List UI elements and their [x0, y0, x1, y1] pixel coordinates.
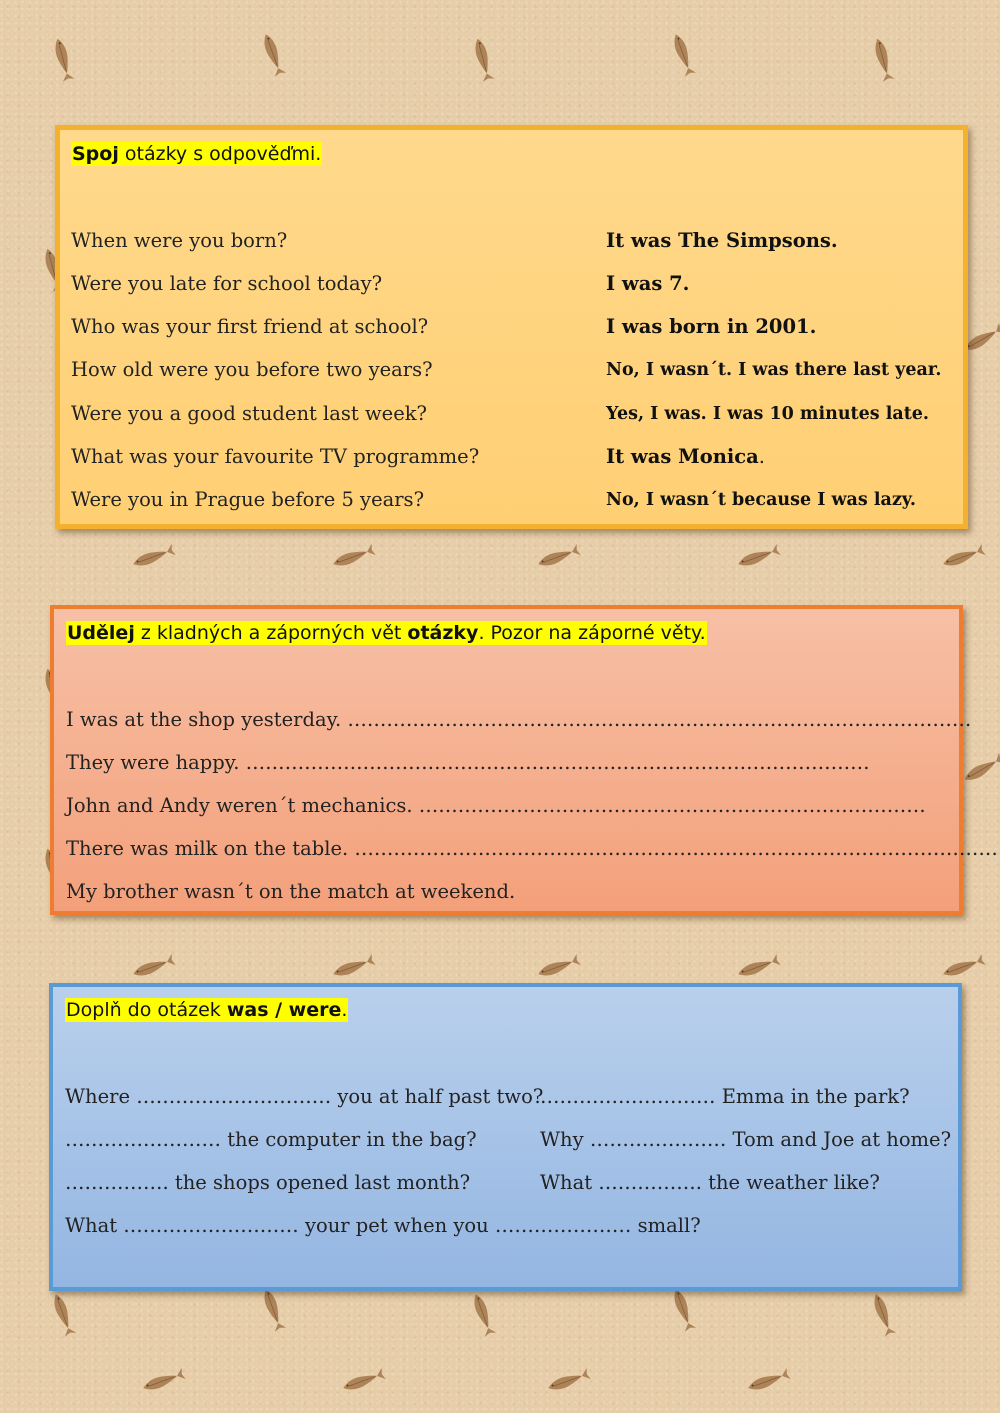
- fossil-fish-icon: [543, 1365, 592, 1398]
- fossil-fish-icon: [257, 29, 290, 78]
- question-5: Were you a good student last week?: [71, 402, 427, 425]
- fossil-fish-icon: [138, 1365, 187, 1398]
- match-instruction: Spoj otázky s odpověďmi.: [72, 143, 322, 165]
- fossil-fish-icon: [938, 541, 987, 574]
- fossil-fish-icon: [938, 951, 987, 984]
- fossil-fish-icon: [667, 1284, 700, 1333]
- fill-was-were-box: [49, 983, 962, 1291]
- fill-item-left-3: ……………. the shops opened last month?: [65, 1171, 471, 1194]
- fossil-fish-icon: [467, 1289, 500, 1338]
- fossil-fish-icon: [128, 541, 177, 574]
- make-questions-box: [50, 605, 998, 915]
- fossil-fish-icon: [257, 1284, 290, 1333]
- fill-item-left-4: What ……………………… your pet when you ………………… small?: [65, 1214, 701, 1237]
- match-exercise-box: [55, 125, 968, 529]
- fossil-fish-icon: [667, 29, 700, 78]
- fill-item-left-2: …………………… the computer in the bag?: [65, 1128, 477, 1151]
- answer-4: No, I wasn´t. I was there last year.: [606, 360, 942, 380]
- fill-item-right-1: ……………………… Emma in the park?: [540, 1085, 910, 1108]
- answer-1: It was The Simpsons.: [606, 229, 838, 252]
- question-2: Were you late for school today?: [71, 272, 383, 295]
- sentence-5: My brother wasn´t on the match at weekend.: [66, 880, 516, 903]
- fossil-fish-icon: [959, 750, 1000, 789]
- fossil-fish-icon: [867, 1289, 900, 1338]
- question-3: Who was your first friend at school?: [71, 315, 429, 338]
- fossil-fish-icon: [533, 951, 582, 984]
- fill-item-right-3: What ……………. the weather like?: [540, 1171, 880, 1194]
- sentence-4: There was milk on the table. ………………………………………………………………………………………: [66, 837, 998, 860]
- sentence-1: I was at the shop yesterday. ……………………………………………………………………………………: [66, 708, 972, 731]
- answer-6: It was Monica.: [606, 445, 765, 468]
- question-7: Were you in Prague before 5 years?: [71, 488, 425, 511]
- fossil-fish-icon: [468, 34, 497, 83]
- question-4: How old were you before two years?: [71, 358, 433, 381]
- fossil-fish-icon: [128, 951, 177, 984]
- fossil-fish-icon: [328, 951, 377, 984]
- fossil-fish-icon: [47, 1289, 80, 1338]
- make-questions-instruction: Udělej z kladných a záporných vět otázky. Pozor na záporné věty.: [67, 622, 706, 644]
- fossil-fish-icon: [743, 1365, 792, 1398]
- answer-3: I was born in 2001.: [606, 315, 817, 338]
- fossil-fish-icon: [338, 1365, 387, 1398]
- question-1: When were you born?: [71, 229, 288, 252]
- fill-instruction: Doplň do otázek was / were.: [66, 999, 348, 1021]
- fossil-fish-icon: [533, 541, 582, 574]
- answer-2: I was 7.: [606, 272, 690, 295]
- fossil-fish-icon: [48, 34, 77, 83]
- question-6: What was your favourite TV programme?: [71, 445, 480, 468]
- fill-item-right-2: Why ………………… Tom and Joe at home?: [540, 1128, 952, 1151]
- answer-5: Yes, I was. I was 10 minutes late.: [606, 404, 930, 424]
- sentence-3: John and Andy weren´t mechanics. ……………………………………………………………………: [66, 794, 926, 817]
- fossil-fish-icon: [868, 34, 897, 83]
- fossil-fish-icon: [733, 541, 782, 574]
- answer-7: No, I wasn´t because I was lazy.: [606, 490, 917, 510]
- fossil-fish-icon: [733, 951, 782, 984]
- fossil-fish-icon: [328, 541, 377, 574]
- fill-item-left-1: Where ………………………… you at half past two?: [65, 1085, 544, 1108]
- sentence-2: They were happy. ……………………………………………………………………………………: [66, 751, 870, 774]
